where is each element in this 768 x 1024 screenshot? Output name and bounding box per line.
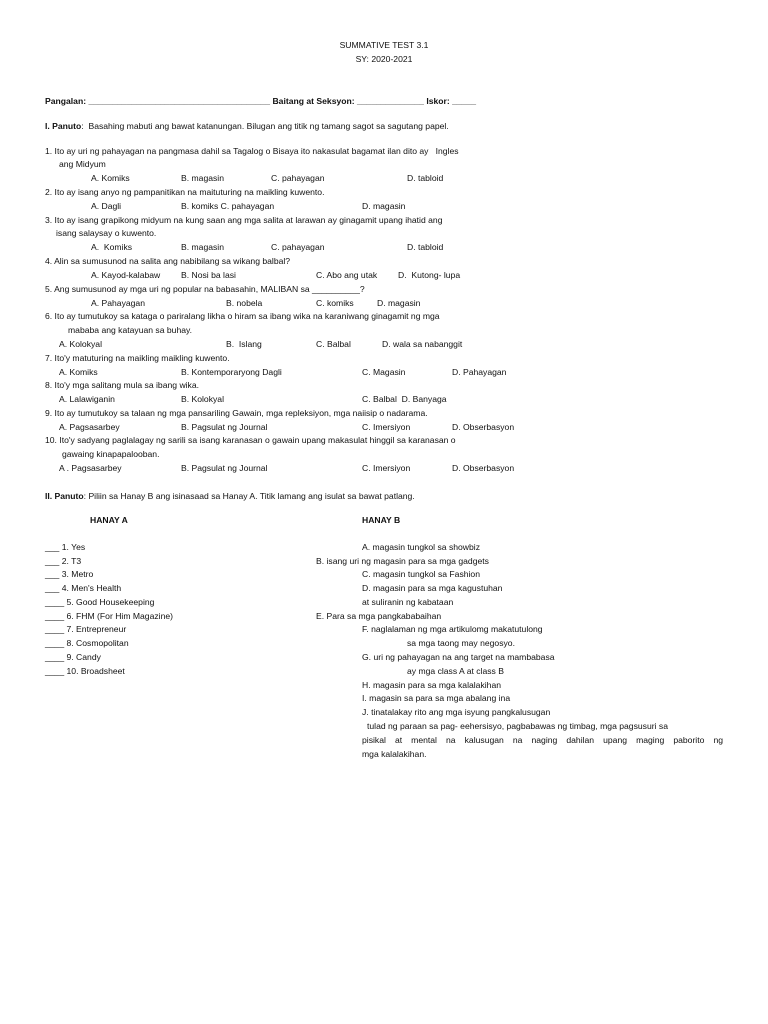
question-3: 3. Ito ay isang grapikong midyum na kung saan ang mga salita at larawan ay ginagamit upang ihatid ang — [45, 215, 443, 225]
question-6: 6. Ito ay tumutukoy sa kataga o pariralang likha o hiram sa ibang wika na karaniwang ginagamit ng mga — [45, 311, 440, 321]
q8-choice-b: B. Kolokyal — [181, 394, 224, 404]
hanay-a-item: ____ 5. Good Housekeeping — [45, 597, 155, 607]
hanay-a-item: ____ 7. Entrepreneur — [45, 624, 127, 634]
q6-choice-b: B. Islang — [226, 339, 262, 349]
q1-choice-b: B. magasin — [181, 173, 224, 183]
q8-choice-a: A. Lalawiganin — [59, 394, 115, 404]
part1-instructions — [45, 121, 449, 132]
hanay-b-item-cont: mga kalalakihan. — [362, 749, 427, 759]
q4-choice-b: B. Nosi ba lasi — [181, 270, 236, 280]
name-field: Pangalan: ______________________________________ — [45, 96, 271, 106]
q10-choice-b: B. Pagsulat ng Journal — [181, 463, 268, 473]
q1-choice-d: D. tabloid — [407, 173, 444, 183]
question-2: 2. Ito ay isang anyo ng pampanitikan na maituturing na maikling kuwento. — [45, 187, 325, 197]
school-year: SY: 2020-2021 — [355, 54, 413, 64]
question-10-cont: gawaing kinapapalooban. — [62, 449, 160, 459]
q5-choice-a: A. Pahayagan — [91, 298, 145, 308]
grade-section-field: Baitang at Seksyon: ______________ — [272, 96, 424, 106]
hanay-a-item: ___ 4. Men's Health — [45, 583, 122, 593]
q3-choice-d: D. tabloid — [407, 242, 444, 252]
hanay-a-item: ____ 8. Cosmopolitan — [45, 638, 129, 648]
hanay-a-item: ___ 2. T3 — [45, 556, 82, 566]
q6-choice-d: D. wala sa nabanggit — [382, 339, 463, 349]
q1-choice-c: C. pahayagan — [271, 173, 325, 183]
hanay-b-item-cont: sa mga taong may negosyo. — [407, 638, 515, 648]
hanay-a-item: ____ 9. Candy — [45, 652, 101, 662]
hanay-a-title: HANAY A — [90, 515, 128, 525]
q4-choice-d: D. Kutong- lupa — [398, 270, 461, 280]
hanay-a-item: ____ 6. FHM (For Him Magazine) — [45, 611, 173, 621]
q7-choice-c: C. Magasin — [362, 367, 406, 377]
q6-choice-a: A. Kolokyal — [59, 339, 102, 349]
hanay-b-item-cont: at suliranin ng kabataan — [362, 597, 454, 607]
question-4: 4. Alin sa sumusunod na salita ang nabibilang sa wikang balbal? — [45, 256, 291, 266]
q9-choice-c: C. Imersiyon — [362, 422, 411, 432]
question-3-cont: isang salaysay o kuwento. — [56, 228, 157, 238]
part1-heading: I. Panuto — [45, 121, 82, 131]
hanay-b-item: A. magasin tungkol sa showbiz — [362, 542, 480, 552]
question-7: 7. Ito'y matuturing na maikling maikling kuwento. — [45, 353, 230, 363]
hanay-b-item: D. magasin para sa mga kagustuhan — [362, 583, 503, 593]
q6-choice-c: C. Balbal — [316, 339, 351, 349]
question-1-cont: ang Midyum — [59, 159, 106, 169]
q2-choice-a: A. Dagli — [91, 201, 122, 211]
question-6-cont: mababa ang katayuan sa buhay. — [68, 325, 193, 335]
part2-text: : Piliin sa Hanay B ang isinasaad sa Hanay A. Titik lamang ang isulat sa bawat patlang. — [83, 491, 415, 501]
hanay-b-title: HANAY B — [362, 515, 401, 525]
hanay-b-item: H. magasin para sa mga kalalakihan — [362, 680, 502, 690]
q8-choice-c: C. Balbal D. Banyaga — [362, 394, 447, 404]
hanay-b-item: C. magasin tungkol sa Fashion — [362, 569, 480, 579]
hanay-b-item: B. isang uri ng magasin para sa mga gadgets — [316, 556, 489, 566]
hanay-b-item: G. uri ng pahayagan na ang target na mambabasa — [362, 652, 555, 662]
q3-choice-a: A. Komiks — [91, 242, 133, 252]
hanay-a-item: ____ 10. Broadsheet — [45, 666, 125, 676]
q7-choice-d: D. Pahayagan — [452, 367, 507, 377]
hanay-a-item: ___ 1. Yes — [45, 542, 86, 552]
q5-choice-d: D. magasin — [377, 298, 421, 308]
question-5: 5. Ang sumusunod ay mga uri ng popular na babasahin, MALIBAN sa __________? — [45, 284, 365, 294]
q2-choice-b: B. komiks C. pahayagan — [181, 201, 275, 211]
question-1: 1. Ito ay uri ng pahayagan na pangmasa dahil sa Tagalog o Bisaya ito nakasulat bagamat ilan dito ay Ingles — [45, 146, 459, 156]
hanay-b-item: J. tinatalakay rito ang mga isyung pangkalusugan — [362, 707, 551, 717]
question-10: 10. Ito'y sadyang paglalagay ng sarili sa isang karanasan o gawain upang makasulat hinggil sa karanasan o — [45, 435, 456, 445]
q9-choice-a: A. Pagsasarbey — [59, 422, 120, 432]
hanay-a-item: ___ 3. Metro — [45, 569, 94, 579]
q7-choice-b: B. Kontemporaryong Dagli — [181, 367, 282, 377]
hanay-b-item-cont: tulad ng paraan sa pag- eehersisyo, pagbabawas ng timbag, mga pagsusuri sa — [367, 721, 668, 731]
hanay-b-item-cont: ay mga class A at class B — [407, 666, 504, 676]
q1-choice-a: A. Komiks — [91, 173, 130, 183]
q2-choice-d: D. magasin — [362, 201, 406, 211]
hanay-b-item: I. magasin sa para sa mga abalang ina — [362, 693, 511, 703]
q9-choice-d: D. Obserbasyon — [452, 422, 515, 432]
question-8: 8. Ito'y mga salitang mula sa ibang wika. — [45, 380, 200, 390]
q7-choice-a: A. Komiks — [59, 367, 98, 377]
part2-heading: II. Panuto — [45, 491, 84, 501]
q10-choice-a: A . Pagsasarbey — [59, 463, 122, 473]
part2-instructions — [45, 491, 415, 502]
score-field: Iskor: _____ — [426, 96, 476, 106]
q9-choice-b: B. Pagsulat ng Journal — [181, 422, 268, 432]
hanay-b-item: E. Para sa mga pangkababaihan — [316, 611, 442, 621]
test-title: SUMMATIVE TEST 3.1 — [339, 40, 429, 50]
q4-choice-a: A. Kayod-kalabaw — [91, 270, 161, 280]
q4-choice-c: C. Abo ang utak — [316, 270, 378, 280]
question-9: 9. Ito ay tumutukoy sa talaan ng mga pansariling Gawain, mga repleksiyon, mga naiisip o nadarama. — [45, 408, 428, 418]
hanay-b-item-cont: pisikal at mental na kalusugan na naging dahilan upang maging paborito ng — [362, 735, 723, 745]
part1-text: : Basahing mabuti ang bawat katanungan. Bilugan ang titik ng tamang sagot sa sagutang papel. — [81, 121, 449, 131]
q10-choice-d: D. Obserbasyon — [452, 463, 515, 473]
q3-choice-b: B. magasin — [181, 242, 224, 252]
q5-choice-b: B. nobela — [226, 298, 263, 308]
hanay-b-item: F. naglalaman ng mga artikulomg makatutulong — [362, 624, 543, 634]
info-line — [45, 96, 476, 107]
q5-choice-c: C. komiks — [316, 298, 354, 308]
q10-choice-c: C. Imersiyon — [362, 463, 411, 473]
q3-choice-c: C. pahayagan — [271, 242, 325, 252]
